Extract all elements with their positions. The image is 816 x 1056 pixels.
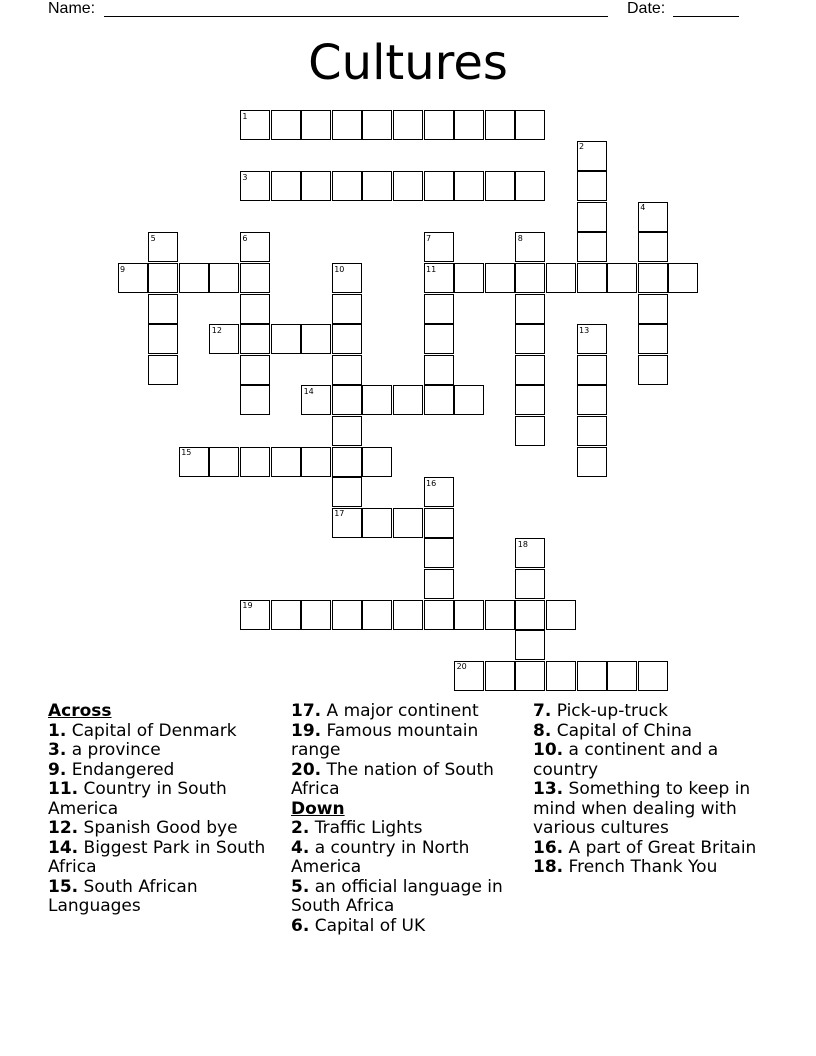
clue-number: 8. (533, 720, 552, 741)
grid-cell[interactable] (577, 661, 607, 691)
clue-item (48, 741, 284, 761)
clue-column-3 (533, 702, 769, 878)
grid-cell[interactable] (424, 355, 454, 385)
clue-number: 17. (291, 701, 322, 721)
clue-item (291, 702, 527, 722)
grid-cell[interactable] (332, 171, 362, 201)
grid-cell[interactable] (301, 447, 331, 477)
clue-text: an official language in South Africa (291, 876, 503, 916)
grid-cell[interactable] (638, 324, 668, 354)
grid-cell[interactable] (454, 263, 484, 293)
clue-text: Capital of Denmark (71, 720, 237, 741)
grid-cell[interactable] (424, 110, 454, 140)
grid-cell[interactable] (424, 600, 454, 630)
clue-number-label: 18 (517, 539, 528, 549)
grid-cell[interactable] (485, 661, 515, 691)
grid-cell[interactable] (393, 600, 423, 630)
grid-cell[interactable] (515, 569, 545, 599)
grid-cell[interactable] (485, 110, 515, 140)
clue-number-label: 13 (579, 325, 590, 335)
clue-text: French Thank You (568, 857, 718, 877)
clue-number-label: 20 (456, 662, 467, 672)
page-title: Cultures (308, 35, 508, 91)
clue-number: 16. (533, 837, 564, 858)
grid-cell[interactable] (393, 110, 423, 140)
clue-text: Pick-up-truck (556, 701, 668, 721)
grid-cell[interactable] (240, 385, 270, 415)
grid-cell[interactable] (301, 171, 331, 201)
grid-cell[interactable] (424, 538, 454, 568)
grid-cell[interactable] (424, 294, 454, 324)
grid-cell[interactable] (668, 263, 698, 293)
grid-cell[interactable] (393, 385, 423, 415)
grid-cell[interactable] (209, 263, 239, 293)
clue-item (48, 761, 284, 781)
grid-cell[interactable] (577, 447, 607, 477)
clue-number-label: 11 (426, 264, 437, 274)
grid-cell[interactable] (515, 355, 545, 385)
date-label: Date: (627, 0, 666, 17)
grid-cell[interactable] (515, 171, 545, 201)
clue-number: 14. (48, 837, 79, 858)
clue-item (291, 839, 527, 878)
grid-cell[interactable] (148, 294, 178, 324)
clue-text: Something to keep in mind when dealing with various cultures (533, 779, 751, 838)
clue-number: 15. (48, 876, 79, 897)
grid-cell[interactable] (454, 600, 484, 630)
grid-cell[interactable] (485, 263, 515, 293)
grid-cell[interactable] (271, 600, 301, 630)
clue-number-label: 1 (242, 111, 248, 121)
grid-cell[interactable] (577, 171, 607, 201)
grid-cell[interactable] (301, 600, 331, 630)
grid-cell[interactable] (332, 110, 362, 140)
grid-cell[interactable] (515, 263, 545, 293)
grid-cell[interactable] (362, 385, 392, 415)
clue-number-label: 5 (150, 233, 156, 243)
grid-cell[interactable] (577, 355, 607, 385)
clue-text: a province (71, 740, 161, 760)
clue-text: Spanish Good bye (83, 818, 238, 838)
clue-text: a country in North America (291, 837, 470, 877)
clue-item (291, 878, 527, 917)
grid-cell[interactable] (515, 630, 545, 660)
grid-cell[interactable] (577, 232, 607, 262)
clue-text: South African Languages (48, 876, 198, 916)
grid-cell[interactable] (577, 202, 607, 232)
clue-item (533, 741, 769, 780)
grid-cell[interactable] (638, 232, 668, 262)
grid-cell[interactable] (607, 661, 637, 691)
clue-number: 13. (533, 779, 564, 799)
grid-cell[interactable] (515, 661, 545, 691)
grid-cell[interactable] (362, 110, 392, 140)
clue-number-label: 6 (242, 233, 248, 243)
grid-cell[interactable] (546, 600, 576, 630)
grid-cell[interactable] (362, 600, 392, 630)
clue-item (533, 839, 769, 859)
clue-text: Famous mountain range (291, 720, 479, 760)
grid-cell[interactable] (362, 447, 392, 477)
grid-cell[interactable] (271, 171, 301, 201)
clue-number-label: 10 (334, 264, 345, 274)
clue-number: 11. (48, 779, 79, 799)
clue-number: 7. (533, 701, 552, 721)
grid-cell[interactable] (424, 385, 454, 415)
clue-item (48, 780, 284, 819)
grid-cell[interactable] (424, 569, 454, 599)
clue-number: 6. (291, 915, 310, 936)
clue-column-1 (48, 702, 284, 917)
clue-item (533, 722, 769, 742)
across-heading: Across (48, 701, 112, 721)
clue-number-label: 12 (211, 325, 222, 335)
clue-number-label: 3 (242, 172, 248, 182)
grid-cell[interactable] (332, 294, 362, 324)
grid-cell[interactable] (332, 355, 362, 385)
clue-number-label: 9 (120, 264, 126, 274)
clue-number: 3. (48, 740, 67, 760)
grid-cell[interactable] (515, 385, 545, 415)
clue-text: A part of Great Britain (568, 837, 757, 858)
clue-number-label: 15 (181, 448, 192, 458)
grid-cell[interactable] (271, 324, 301, 354)
clue-number: 2. (291, 818, 310, 838)
grid-cell[interactable] (515, 600, 545, 630)
grid-cell[interactable] (393, 508, 423, 538)
grid-cell[interactable] (209, 447, 239, 477)
grid-cell[interactable] (546, 661, 576, 691)
clue-number: 12. (48, 818, 79, 838)
grid-cell[interactable] (424, 324, 454, 354)
clue-number: 18. (533, 857, 564, 877)
grid-cell[interactable] (424, 508, 454, 538)
clue-number: 10. (533, 740, 564, 760)
grid-cell[interactable] (362, 508, 392, 538)
grid-cell[interactable] (179, 263, 209, 293)
clue-item (291, 761, 527, 800)
clue-text: Traffic Lights (314, 818, 423, 838)
grid-cell[interactable] (332, 324, 362, 354)
grid-cell[interactable] (393, 171, 423, 201)
clue-text: Country in South America (48, 779, 227, 819)
grid-cell[interactable] (240, 324, 270, 354)
clue-item (533, 780, 769, 839)
clue-number-label: 19 (242, 601, 253, 611)
clue-number-label: 7 (426, 233, 432, 243)
grid-cell[interactable] (362, 171, 392, 201)
grid-cell[interactable] (148, 263, 178, 293)
clue-number-label: 14 (303, 386, 314, 396)
grid-cell[interactable] (485, 171, 515, 201)
grid-cell[interactable] (301, 324, 331, 354)
grid-cell[interactable] (332, 385, 362, 415)
clue-item (533, 858, 769, 878)
grid-cell[interactable] (515, 294, 545, 324)
grid-cell[interactable] (577, 263, 607, 293)
clue-text: Capital of China (556, 720, 693, 741)
clue-number: 5. (291, 876, 310, 897)
grid-cell[interactable] (515, 324, 545, 354)
clue-item (291, 819, 527, 839)
clue-item (48, 839, 284, 878)
clue-item (533, 702, 769, 722)
clue-item (48, 878, 284, 917)
clue-item (291, 917, 527, 937)
clue-number: 9. (48, 759, 67, 780)
grid-cell[interactable] (577, 385, 607, 415)
clue-number-label: 4 (640, 203, 646, 213)
clue-column-2 (291, 702, 527, 936)
grid-cell[interactable] (546, 263, 576, 293)
grid-cell[interactable] (454, 110, 484, 140)
grid-cell[interactable] (332, 600, 362, 630)
grid-cell[interactable] (148, 355, 178, 385)
grid-cell[interactable] (454, 385, 484, 415)
grid-cell[interactable] (332, 477, 362, 507)
clue-number: 19. (291, 720, 322, 741)
grid-cell[interactable] (485, 600, 515, 630)
grid-cell[interactable] (148, 324, 178, 354)
grid-cell[interactable] (301, 110, 331, 140)
grid-cell[interactable] (332, 447, 362, 477)
down-heading: Down (291, 798, 345, 819)
grid-cell[interactable] (240, 263, 270, 293)
grid-cell[interactable] (515, 416, 545, 446)
clue-number-label: 16 (426, 478, 437, 488)
grid-cell[interactable] (577, 416, 607, 446)
grid-cell[interactable] (271, 110, 301, 140)
clue-text: A major continent (326, 701, 479, 721)
clue-number: 1. (48, 720, 67, 741)
clue-text: Capital of UK (314, 915, 426, 936)
clue-text: Biggest Park in South Africa (48, 837, 266, 877)
grid-cell[interactable] (454, 171, 484, 201)
clue-text: a continent and a country (533, 740, 719, 780)
grid-cell[interactable] (424, 171, 454, 201)
name-label: Name: (48, 0, 96, 17)
clue-number-label: 2 (579, 142, 585, 152)
grid-cell[interactable] (638, 294, 668, 324)
grid-cell[interactable] (240, 294, 270, 324)
grid-cell[interactable] (240, 355, 270, 385)
clue-item (48, 722, 284, 742)
grid-cell[interactable] (638, 355, 668, 385)
grid-cell[interactable] (271, 447, 301, 477)
clue-text: The nation of South Africa (291, 759, 494, 799)
grid-cell[interactable] (638, 263, 668, 293)
clue-text: Endangered (71, 759, 175, 780)
grid-cell[interactable] (515, 110, 545, 140)
clue-number-label: 8 (517, 233, 523, 243)
clue-number: 4. (291, 837, 310, 858)
clue-item (48, 819, 284, 839)
grid-cell[interactable] (332, 416, 362, 446)
grid-cell[interactable] (638, 661, 668, 691)
clue-item (291, 722, 527, 761)
clue-number-label: 17 (334, 509, 345, 519)
grid-cell[interactable] (607, 263, 637, 293)
grid-cell[interactable] (240, 447, 270, 477)
clue-number: 20. (291, 759, 322, 780)
